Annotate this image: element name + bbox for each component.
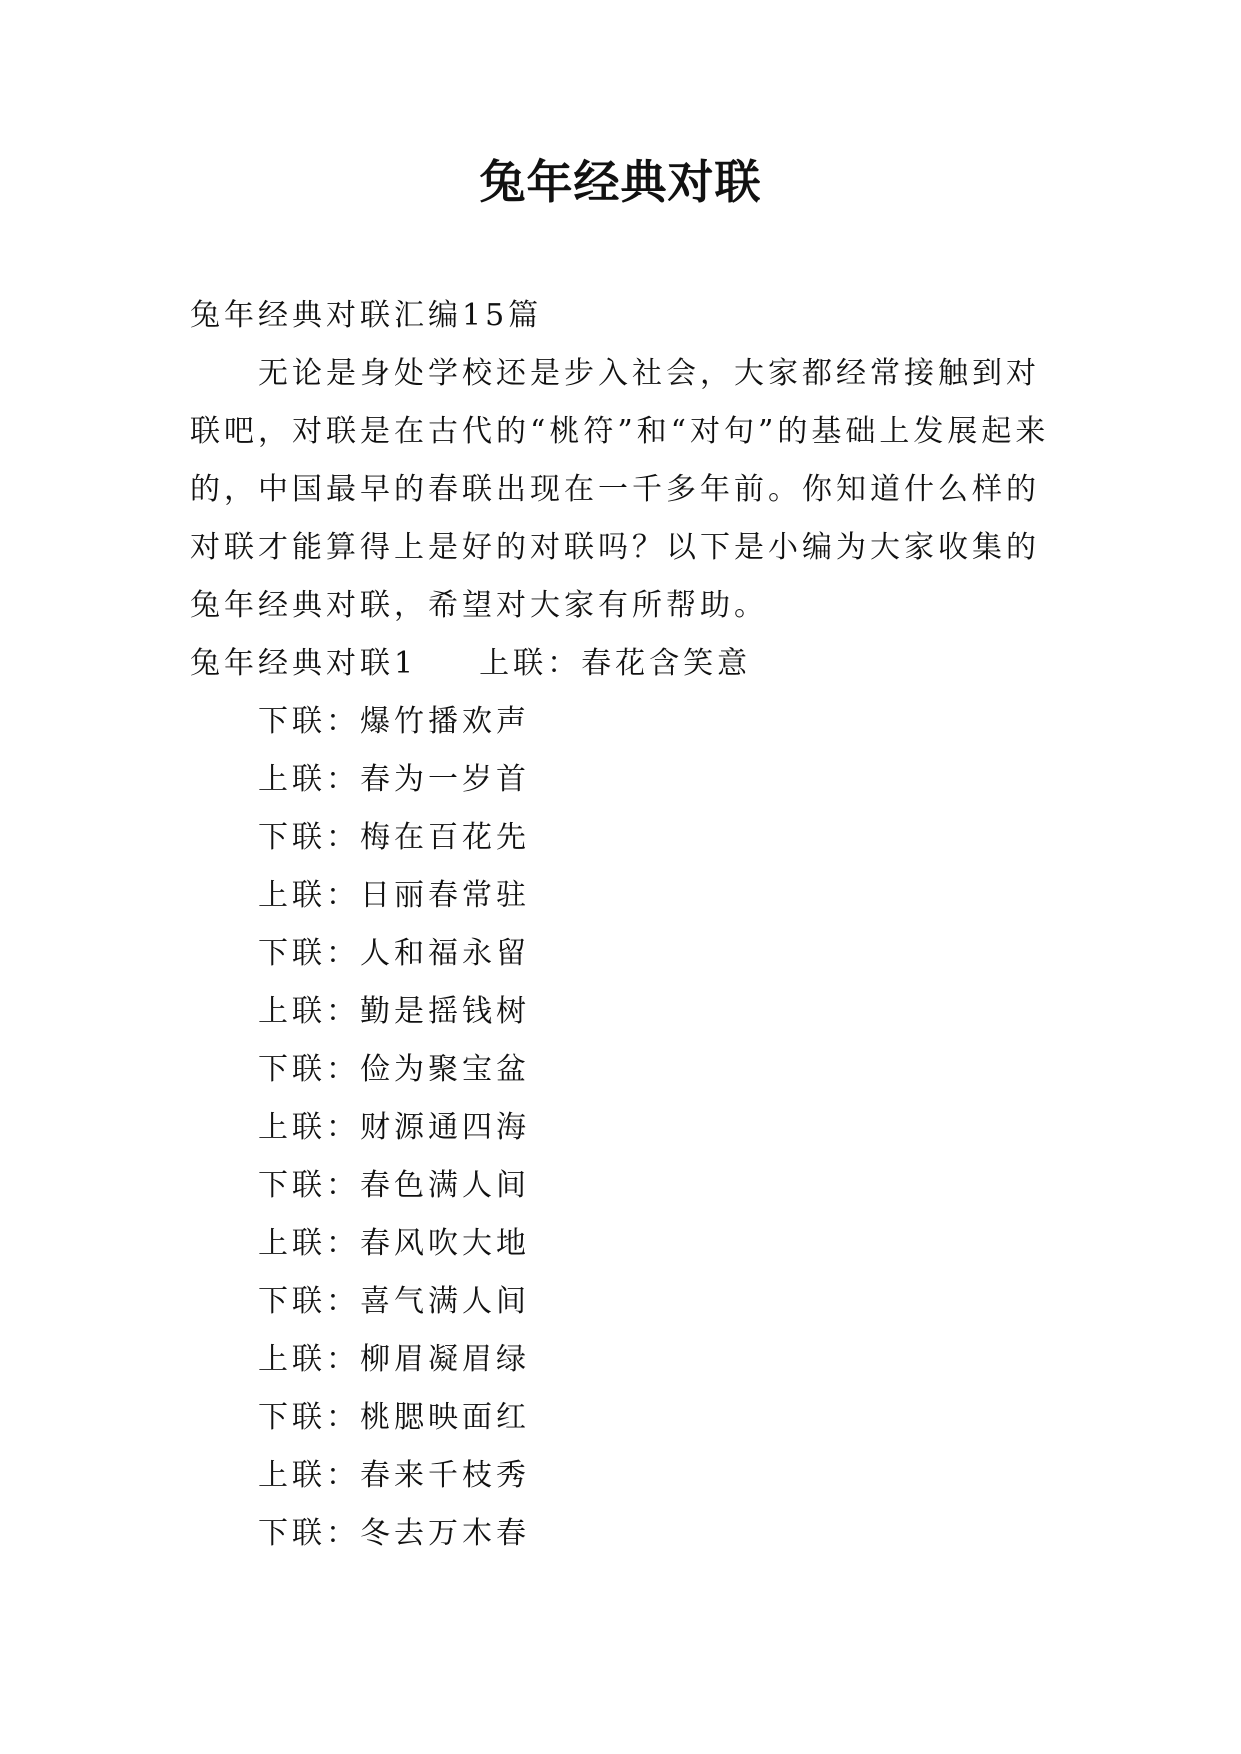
list-item: 下联：桃腮映面红 — [258, 1400, 530, 1435]
first-couplet-line: 上联：春花含笑意 — [479, 646, 752, 681]
list-item: 下联：春色满人间 — [258, 1168, 530, 1203]
list-item: 下联：梅在百花先 — [258, 820, 530, 855]
list-item: 上联：勤是摇钱树 — [258, 994, 530, 1029]
list-item: 下联：俭为聚宝盆 — [258, 1052, 530, 1087]
list-item: 上联：日丽春常驻 — [258, 878, 530, 913]
section-heading: 兔年经典对联1 — [190, 646, 418, 681]
list-item: 下联：喜气满人间 — [258, 1284, 530, 1319]
list-item: 上联：春来千枝秀 — [258, 1458, 530, 1493]
couplet-list — [190, 693, 1052, 1563]
list-item: 下联：人和福永留 — [258, 936, 530, 971]
intro-paragraph: 无论是身处学校还是步入社会，大家都经常接触到对联吧，对联是在古代的“桃符”和“对句”的基础上发展起来的，中国最早的春联出现在一千多年前。你知道什么样的对联才能算得上是好的对联吗？以下是小编为大家收集的兔年经典对联，希望对大家有所帮助。 — [190, 356, 1050, 623]
document-body — [190, 287, 1052, 1563]
document-subtitle: 兔年经典对联汇编15篇 — [190, 298, 543, 333]
document-title: 兔年经典对联 — [479, 155, 762, 209]
list-item: 上联：春为一岁首 — [258, 762, 530, 797]
section-heading-line — [190, 635, 1052, 693]
list-item: 下联：冬去万木春 — [258, 1516, 530, 1551]
list-item: 上联：春风吹大地 — [258, 1226, 530, 1261]
list-item: 下联：爆竹播欢声 — [258, 704, 530, 739]
list-item: 上联：柳眉凝眉绿 — [258, 1342, 530, 1377]
list-item: 上联：财源通四海 — [258, 1110, 530, 1145]
